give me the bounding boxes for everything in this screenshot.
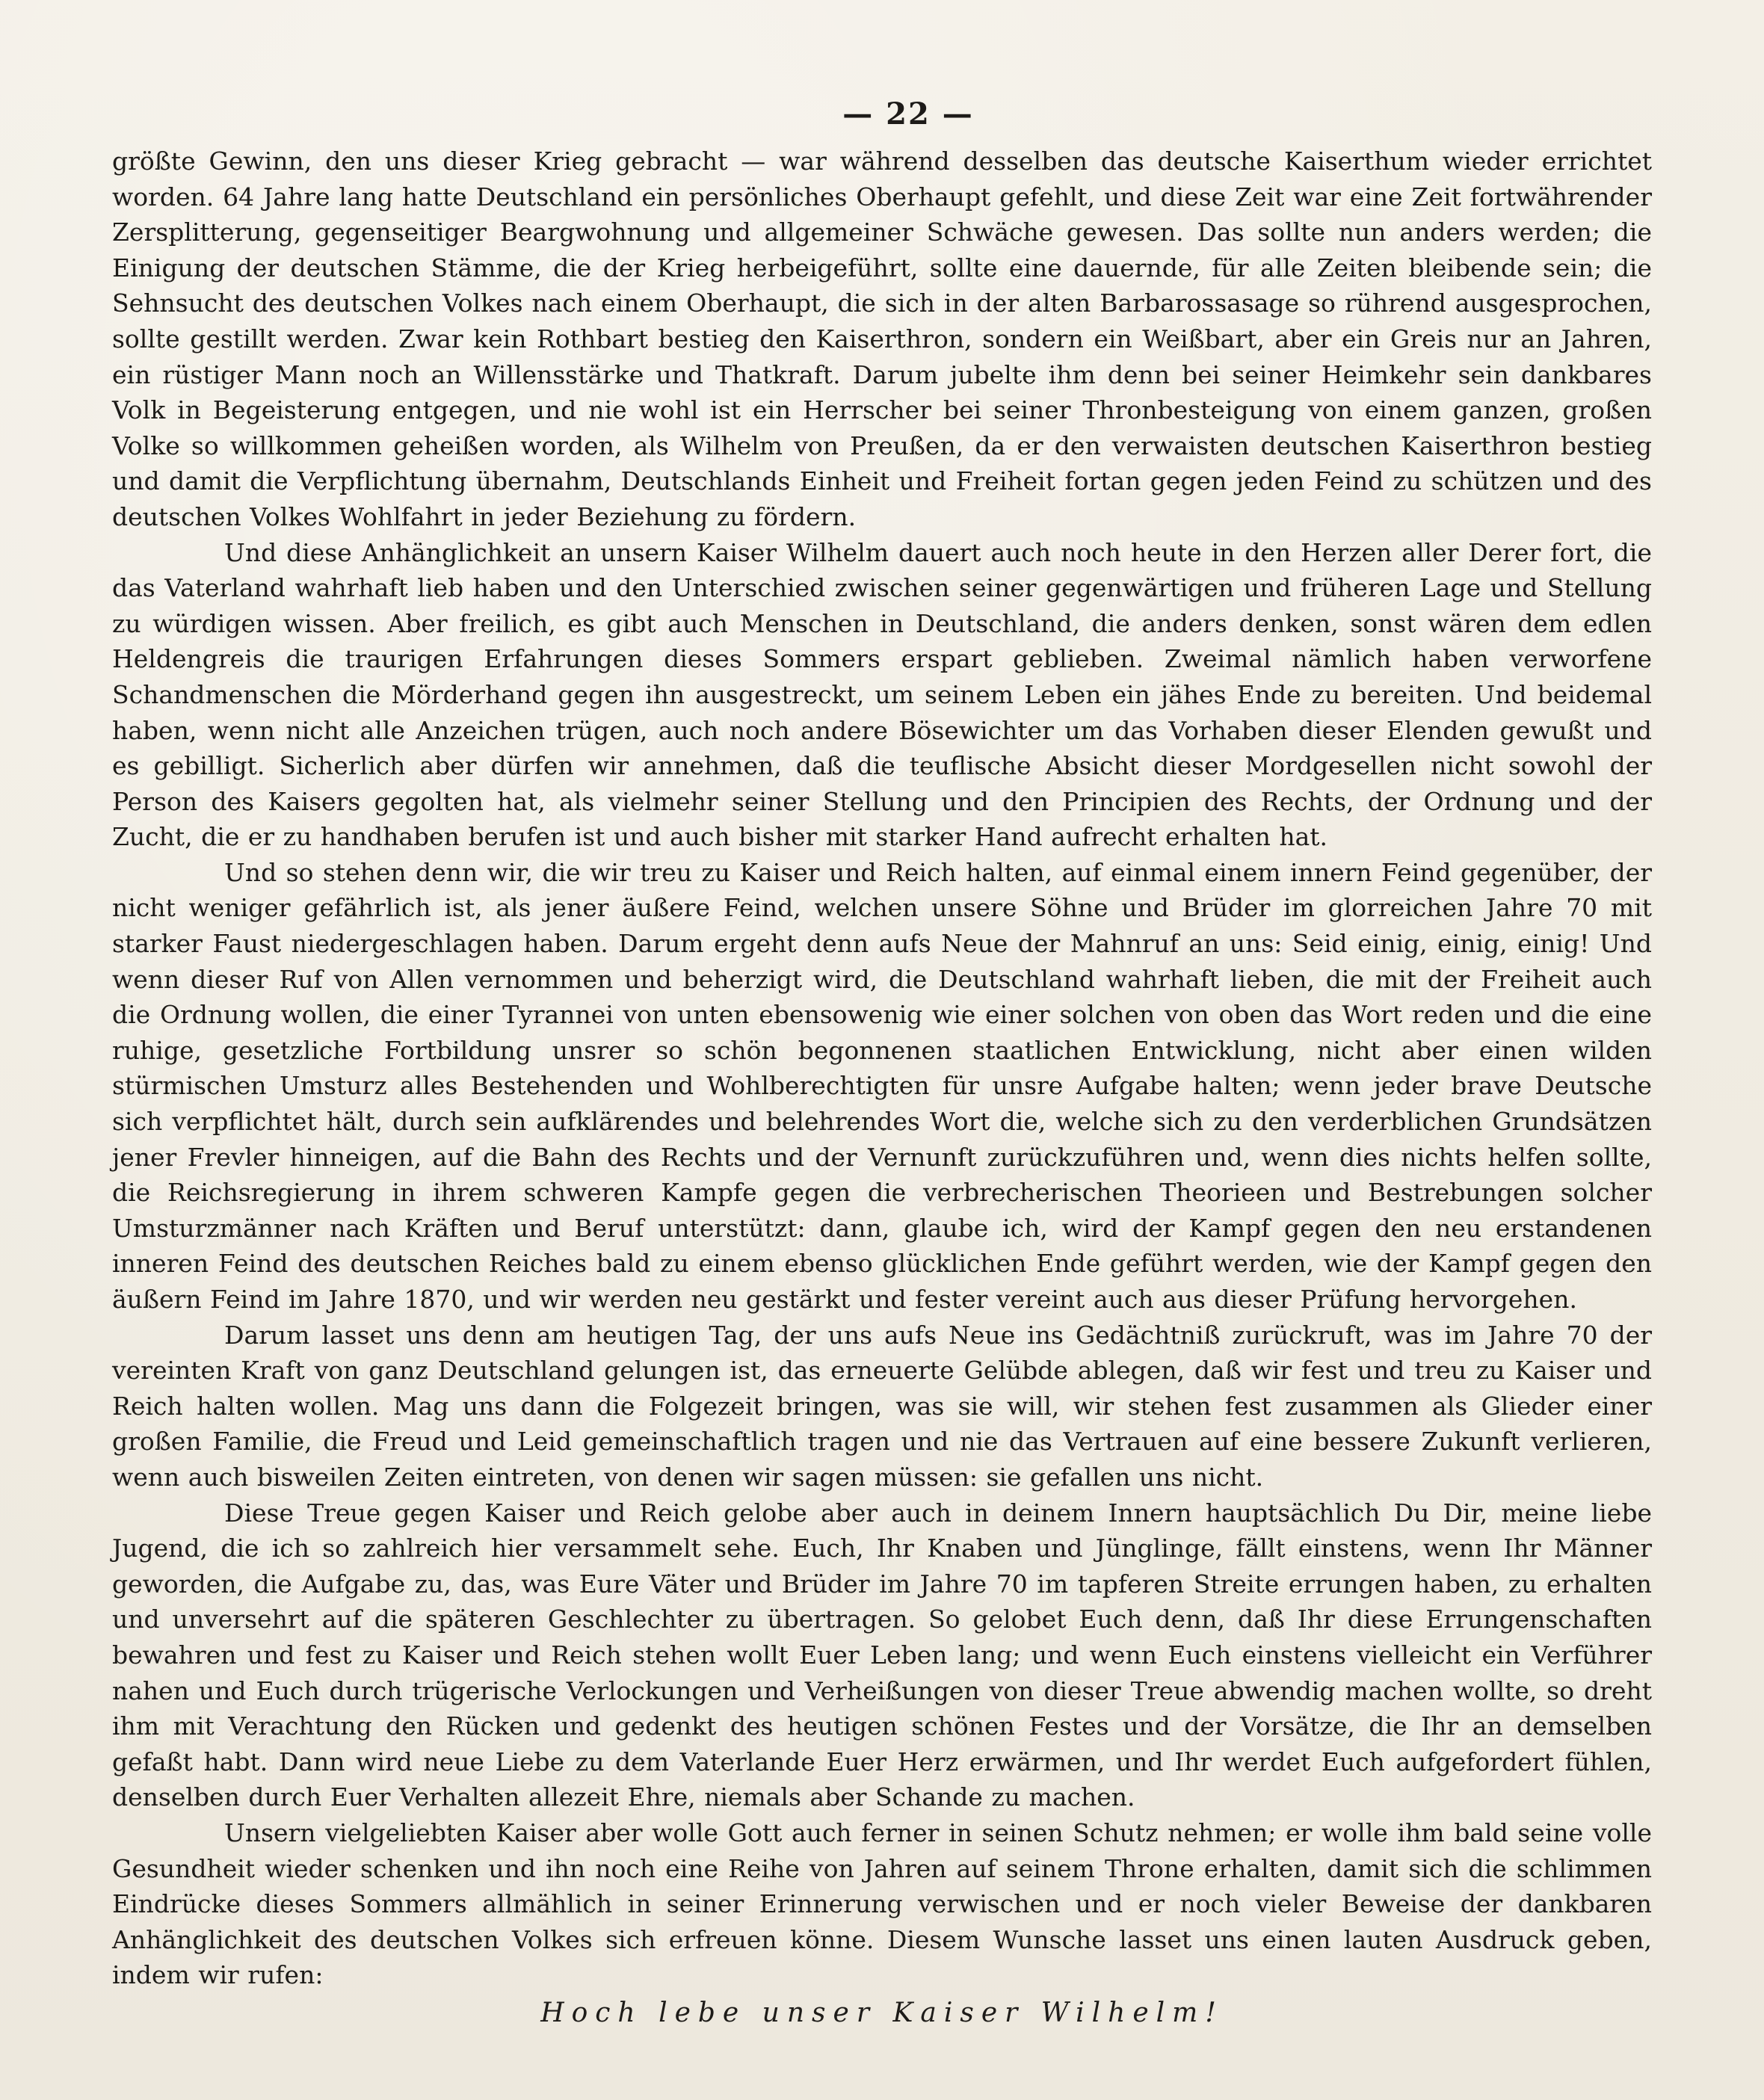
paragraph: größte Gewinn, den uns dieser Krieg gebracht — war während desselben das deutsche Kaiserthum wieder errichtet worden. 64 Jahre lang hatte Deutschland ein persönliches Oberhaupt gefehlt, und diese Zeit war eine Zeit fortwährender Zersplitterung, gegenseitiger Beargwohnung und allgemeiner Schwäche gewesen. Das sollte nun anders werden; die Einigung der deutschen Stämme, die der Krieg herbeigeführt, sollte eine dauernde, für alle Zeiten bleibende sein; die Sehnsucht des deutschen Volkes nach einem Oberhaupt, die sich in der alten Barbarossasage so rührend ausgesprochen, sollte gestillt werden. Zwar kein Rothbart bestieg den Kaiserthron, sondern ein Weißbart, aber ein Greis nur an Jahren, ein rüstiger Mann noch an Willensstärke und Thatkraft. Darum jubelte ihm denn bei seiner Heimkehr sein dankbares Volk in Begeisterung entgegen, und nie wohl ist ein Herrscher bei seiner Thronbesteigung von einem ganzen, großen Volke so willkommen geheißen worden, als Wilhelm von Preußen, da er den verwaisten deutschen Kaiserthron bestieg und damit die Verpflichtung übernahm, Deutschlands Einheit und Freiheit fortan gegen jeden Feind zu schützen und des deutschen Volkes Wohlfahrt in jeder Beziehung zu fördern. [112, 146, 1652, 531]
paragraph: Diese Treue gegen Kaiser und Reich gelobe aber auch in deinem Innern hauptsächlich Du Dir, meine liebe Jugend, die ich so zahlreich hier versammelt sehe. Euch, Ihr Knaben und Jünglinge, fällt einstens, wenn Ihr Männer geworden, die Aufgabe zu, das, was Eure Väter und Brüder im Jahre 70 im tapferen Streite errungen haben, zu erhalten und unversehrt auf die späteren Geschlechter zu übertragen. So gelobet Euch denn, daß Ihr diese Errungenschaften bewahren und fest zu Kaiser und Reich stehen wollt Euer Leben lang; und wenn Euch einstens vielleicht ein Verführer nahen und Euch durch trügerische Verlockungen und Verheißungen von dieser Treue abwendig machen wollte, so dreht ihm mit Verachtung den Rücken und gedenkt des heutigen schönen Festes und der Vorsätze, die Ihr an demselben gefaßt habt. Dann wird neue Liebe zu dem Vaterlande Euer Herz erwärmen, und Ihr werdet Euch aufgefordert fühlen, denselben durch Euer Verhalten allezeit Ehre, niemals aber Schande zu machen. [112, 1498, 1652, 1812]
paragraph: Und so stehen denn wir, die wir treu zu Kaiser und Reich halten, auf einmal einem innern Feind gegenüber, der nicht weniger gefährlich ist, als jener äußere Feind, welchen unsere Söhne und Brüder im glorreichen Jahre 70 mit starker Faust niedergeschlagen haben. Darum ergeht denn aufs Neue der Mahnruf an uns: Seid einig, einig, einig! Und wenn dieser Ruf von Allen vernommen und beherzigt wird, die Deutschland wahrhaft lieben, die mit der Freiheit auch die Ordnung wollen, die einer Tyrannei von unten ebensowenig wie einer solchen von oben das Wort reden und die eine ruhige, gesetzliche Fortbildung unsrer so schön begonnenen staatlichen Entwicklung, nicht aber einen wilden stürmischen Umsturz alles Bestehenden und Wohlberechtigten für unsre Aufgabe halten; wenn jeder brave Deutsche sich verpflichtet hält, durch sein aufklärendes und belehrendes Wort die, welche sich zu den verderblichen Grundsätzen jener Frevler hinneigen, auf die Bahn des Rechts und der Vernunft zurückzuführen und, wenn dies nichts helfen sollte, die Reichsregierung in ihrem schweren Kampfe gegen die verbrecherischen Theorieen und Bestrebungen solcher Umsturzmänner nach Kräften und Beruf unterstützt: dann, glaube ich, wird der Kampf gegen den neu erstandenen inneren Feind des deutschen Reiches bald zu einem ebenso glücklichen Ende geführt werden, wie der Kampf gegen den äußern Feind im Jahre 1870, und wir werden neu gestärkt und fester vereint auch aus dieser Prüfung hervorgehen. [112, 857, 1652, 1314]
paragraph: Unsern vielgeliebten Kaiser aber wolle Gott auch ferner in seinen Schutz nehmen; er wolle ihm bald seine volle Gesundheit wieder schenken und ihn noch eine Reihe von Jahren auf seinem Throne erhalten, damit sich die schlimmen Eindrücke dieses Sommers allmählich in seiner Erinnerung verwischen und er noch vieler Beweise der dankbaren Anhänglichkeit des deutschen Volkes sich erfreuen könne. Diesem Wunsche lasset uns einen lauten Ausdruck geben, indem wir rufen: [112, 1818, 1652, 1990]
body-text [112, 143, 1652, 2032]
page-number: — 22 — [842, 96, 974, 132]
closing-exclamation: Hoch lebe unser Kaiser Wilhelm! [540, 1997, 1224, 2028]
paragraph: Und diese Anhänglichkeit an unsern Kaiser Wilhelm dauert auch noch heute in den Herzen aller Derer fort, die das Vaterland wahrhaft lieb haben und den Unterschied zwischen seiner gegenwärtigen und früheren Lage und Stellung zu würdigen wissen. Aber freilich, es gibt auch Menschen in Deutschland, die anders denken, sonst wären dem edlen Heldengreis die traurigen Erfahrungen dieses Sommers erspart geblieben. Zweimal nämlich haben verworfene Schandmenschen die Mörderhand gegen ihn ausgestreckt, um seinem Leben ein jähes Ende zu bereiten. Und beidemal haben, wenn nicht alle Anzeichen trügen, auch noch andere Bösewichter um das Vorhaben dieser Elenden gewußt und es gebilligt. Sicherlich aber dürfen wir annehmen, daß die teuflische Absicht dieser Mordgesellen nicht sowohl der Person des Kaisers gegolten hat, als vielmehr seiner Stellung und den Principien des Rechts, der Ordnung und der Zucht, die er zu handhaben berufen ist und auch bisher mit starker Hand aufrecht erhalten hat. [112, 537, 1652, 852]
paragraph: Darum lasset uns denn am heutigen Tag, der uns aufs Neue ins Gedächtniß zurückruft, was im Jahre 70 der vereinten Kraft von ganz Deutschland gelungen ist, das erneuerte Gelübde ablegen, daß wir fest und treu zu Kaiser und Reich halten wollen. Mag uns dann die Folgezeit bringen, was sie will, wir stehen fest zusammen als Glieder einer großen Familie, die Freud und Leid gemeinschaftlich tragen und nie das Vertrauen auf eine bessere Zukunft verlieren, wenn auch bisweilen Zeiten eintreten, von denen wir sagen müssen: sie gefallen uns nicht. [112, 1320, 1652, 1492]
